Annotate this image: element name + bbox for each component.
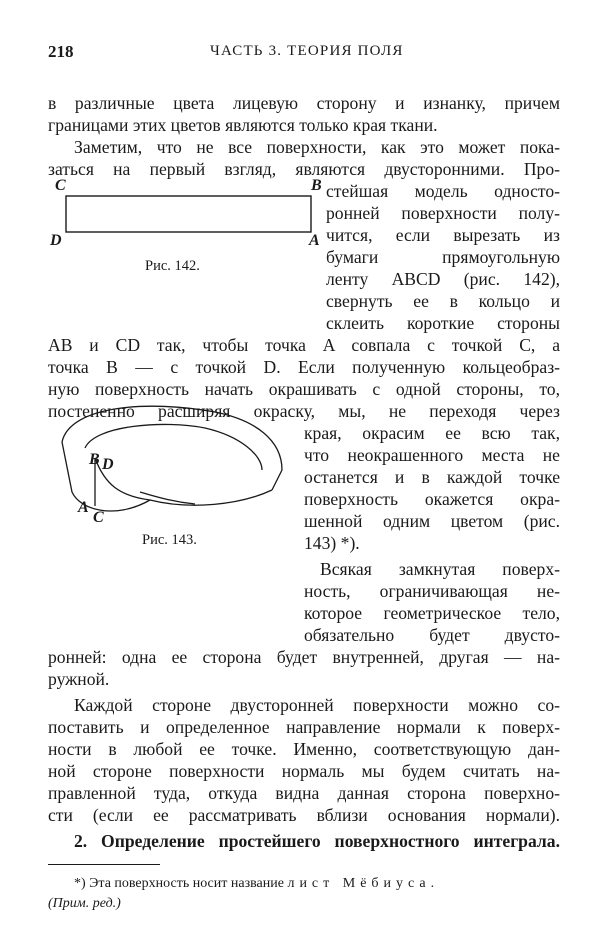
text-line: чится, если вырезать из <box>326 225 560 245</box>
point-label-a: A <box>309 232 320 249</box>
text-line: границами этих цветов являются только края ткани. <box>48 115 438 135</box>
text-line: что неокрашенного места не <box>304 445 560 465</box>
text-line: которое геометрическое тело, <box>304 603 560 623</box>
footnote-rule <box>48 864 160 865</box>
text-line: точка B — с точкой D. Если полученную кольцеобраз- <box>48 357 560 377</box>
text-line: шенной одним цветом (рис. <box>304 511 560 531</box>
figure-caption: Рис. 142. <box>145 258 200 274</box>
text-line: в различные цвета лицевую сторону и изнанку, причем <box>48 93 560 113</box>
text-line: ной стороне поверхности нормаль мы будем считать на- <box>48 761 560 781</box>
text-line: Каждой стороне двусторонней поверхности можно со- <box>74 695 560 715</box>
point-label-b: B <box>89 451 100 468</box>
footnote-note: (Прим. ред.) <box>48 896 121 911</box>
text-line: ность, ограничивающая не- <box>304 581 560 601</box>
footnote <box>74 874 439 893</box>
text-line: свернуть ее в кольцо и <box>326 291 560 311</box>
text-line: AB и CD так, чтобы точка A совпала с точкой C, а <box>48 335 561 355</box>
text-line: постепенно расширяя окраску, мы, не переходя через <box>48 401 560 421</box>
text-line: ленту ABCD (рис. 142), <box>326 269 560 289</box>
text-line: ронней: одна ее сторона будет внутренней, другая — на- <box>48 647 560 667</box>
text-line: стейшая модель односто- <box>326 181 560 201</box>
text-line: ности в любой ее точке. Именно, соответствующую дан- <box>48 739 560 759</box>
point-label-b: B <box>311 177 322 194</box>
text-line: ружной. <box>48 669 110 689</box>
text-line: Заметим, что не все поверхности, как это может пока- <box>74 137 560 157</box>
text-line: останется и в каждой точке <box>304 467 560 487</box>
point-label-c: C <box>55 177 66 194</box>
text-line: склеить короткие стороны <box>326 313 560 333</box>
text-line: поставить и определенное направление нормали к поверх- <box>48 717 560 737</box>
section-heading: 2. Определение простейшего поверхностного интеграла. <box>74 831 560 851</box>
text-line: сти (если ее рассматривать вблизи основания нормали). <box>48 805 560 825</box>
figure-caption: Рис. 143. <box>142 532 197 548</box>
point-label-d: D <box>50 232 62 249</box>
point-label-d: D <box>102 456 114 473</box>
text-line: ную поверхность начать окрашивать с одной стороны, то, <box>48 379 560 399</box>
text-line: обязательно будет двусто- <box>304 625 560 645</box>
text-line: поверхность окажется окра- <box>304 489 560 509</box>
running-head: ЧАСТЬ 3. ТЕОРИЯ ПОЛЯ <box>210 43 404 59</box>
point-label-c: C <box>93 509 104 526</box>
text-line: края, окрасим ее всю так, <box>304 423 560 443</box>
text-line: ронней поверхности полу- <box>326 203 560 223</box>
text-line: заться на первый взгляд, являются двусторонними. Про- <box>48 159 560 179</box>
point-label-a: A <box>78 499 89 516</box>
footnote-text: *) Эта поверхность носит название <box>74 876 284 891</box>
footnote-term: лист Мёбиуса. <box>287 876 440 891</box>
text-line: бумаги прямоугольную <box>326 247 560 267</box>
page-number: 218 <box>48 42 74 61</box>
text-line: 143) *). <box>304 533 360 553</box>
text-line: правленной туда, откуда видна данная сторона поверхно- <box>48 783 560 803</box>
text-line: Всякая замкнутая поверх- <box>320 559 560 579</box>
